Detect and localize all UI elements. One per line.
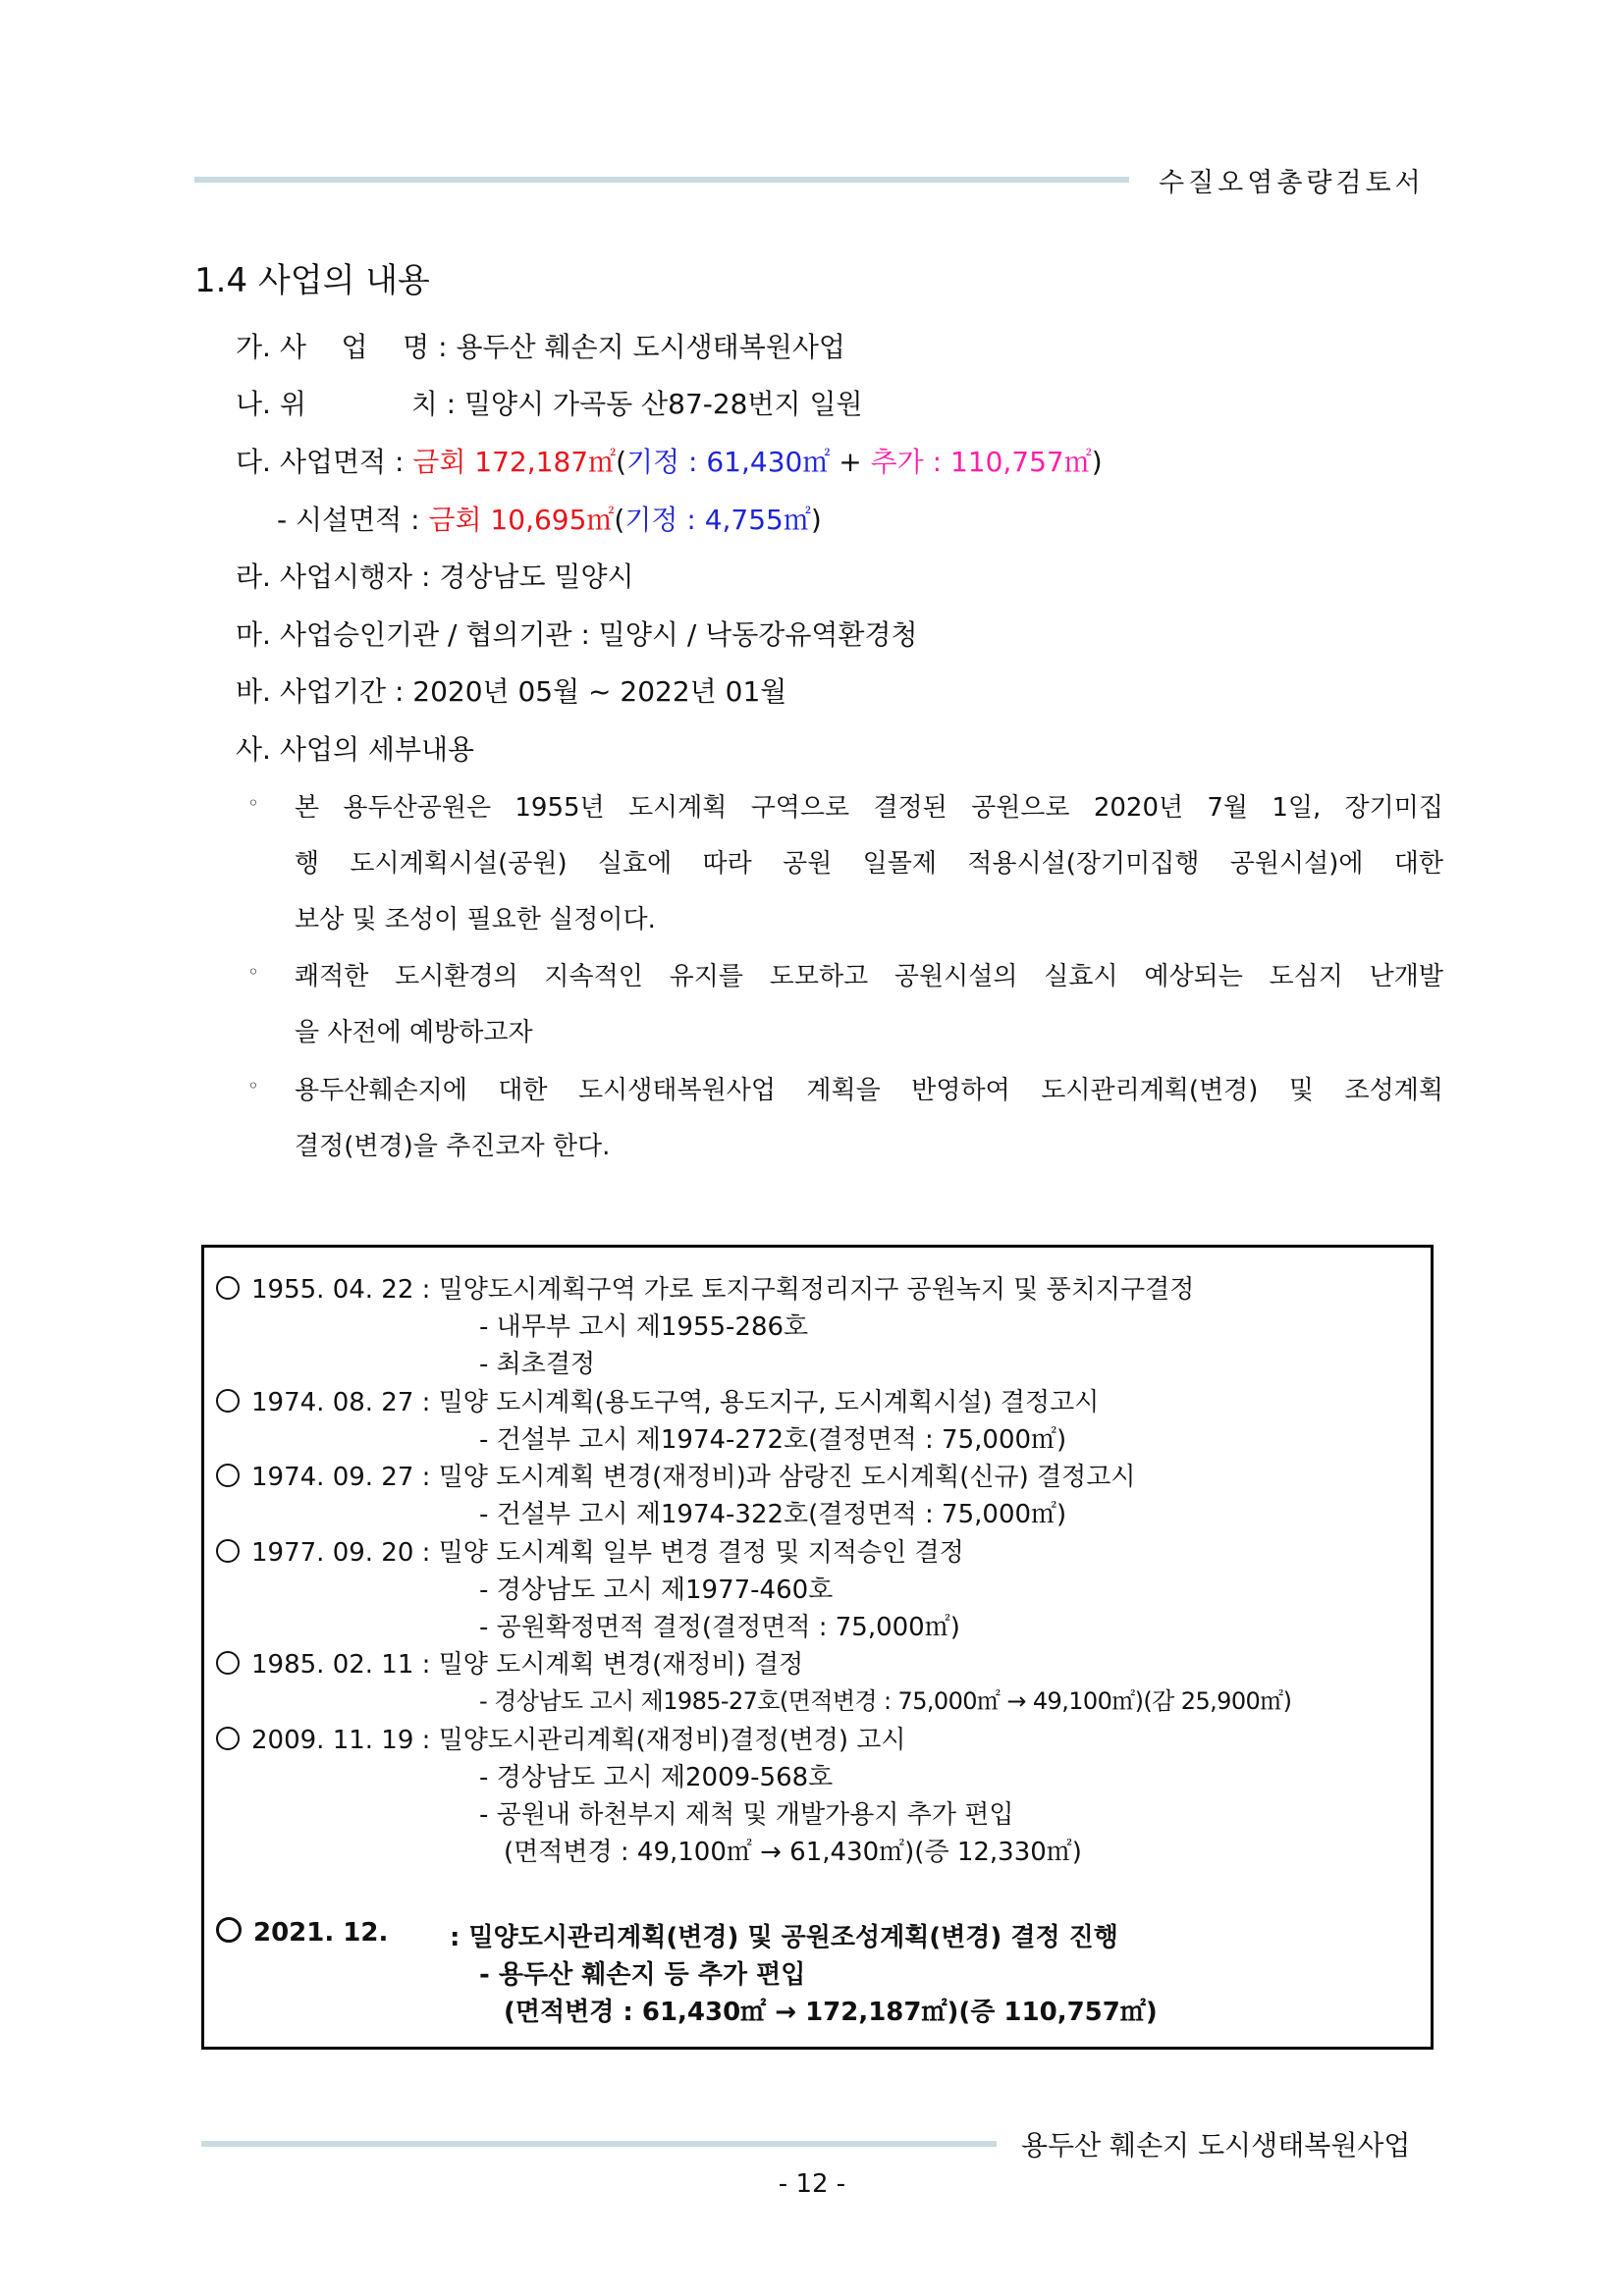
bullet: ◦ [247,960,259,984]
history-desc: 밀양 도시계획 일부 변경 결정 및 지적승인 결정 [438,1538,964,1568]
item-details-heading: 사. 사업의 세부내용 [236,733,475,766]
item-location [236,383,863,422]
item-label: - 시설면적 : [277,504,420,536]
item-label: 가. 사 업 명 : [236,331,448,363]
page-number: - 12 - [778,2169,846,2199]
paren-close: ) [810,504,822,536]
history-desc: 밀양 도시계획 변경(재정비) 결정 [438,1650,804,1680]
footer-title: 용두산 훼손지 도시생태복원사업 [1021,2129,1411,2162]
history-sub: - 경상남도 고시 제1985-27호(면적변경 : 75,000㎡ → 49,100㎡)(감 25,900㎡) [479,1687,1292,1715]
history-desc: 밀양 도시계획 변경(재정비)과 삼랑진 도시계획(신규) 결정고시 [438,1463,1136,1492]
paragraph-line: 본 용두산공원은 1955년 도시계획 구역으로 결정된 공원으로 2020년 7월 1일, 장기미집 [295,793,1443,823]
paragraph-line: 결정(변경)을 추진코자 한다. [295,1132,611,1161]
facility-existing: 기정 : 4,755㎡ [624,504,811,536]
history-desc: 밀양 도시계획(용도구역, 용도지구, 도시계획시설) 결정고시 [438,1388,1100,1417]
history-sub: - 건설부 고시 제1974-272호(결정면적 : 75,000㎡) [479,1425,1067,1455]
paragraph-line: 을 사전에 예방하고자 [295,1018,533,1047]
paren-close: ) [1091,446,1103,478]
history-desc: 밀양도시관리계획(변경) 및 공원조성계획(변경) 결정 진행 [468,1923,1118,1952]
paragraph-line: 행 도시계획시설(공원) 실효에 따라 공원 일몰제 적용시설(장기미집행 공원시설)에 대한 [295,849,1443,879]
circle-bullet-icon [216,1917,242,1943]
history-sub: (면적변경 : 49,100㎡ → 61,430㎡)(증 12,330㎡) [504,1838,1082,1867]
section-title: 1.4 사업의 내용 [194,261,430,300]
history-entry [216,1382,1099,1418]
circle-bullet-icon [216,1727,240,1750]
item-facility-area [277,499,822,538]
item-label: 나. 위 치 : [236,388,457,420]
item-label: 다. 사업면적 : [236,446,405,478]
area-added: 추가 : 110,757㎡ [870,446,1092,478]
history-date: 2009. 11. 19 : [251,1726,431,1755]
history-date: 1974. 08. 27 : [251,1388,431,1417]
header-rule [194,177,1129,183]
history-sub: - 경상남도 고시 제1977-460호 [479,1575,834,1605]
history-sub: (면적변경 : 61,430㎡ → 172,187㎡)(증 110,757㎡) [504,1998,1158,2027]
item-value: 밀양시 가곡동 산87-28번지 일원 [464,388,863,420]
history-entry [216,1644,803,1681]
paren-open: ( [614,504,625,536]
circle-bullet-icon [216,1651,240,1675]
paragraph-line: 용두산훼손지에 대한 도시생태복원사업 계획을 반영하여 도시관리계획(변경) 및 조성계획 [295,1076,1443,1105]
history-desc: 밀양도시계획구역 가로 토지구획정리지구 공원녹지 및 풍치지구결정 [438,1275,1195,1305]
header-title: 수질오염총량검토서 [1159,168,1425,198]
history-sub: - 공원내 하천부지 제척 및 개발가용지 추가 편입 [479,1800,1014,1830]
history-date: 1955. 04. 22 : [251,1275,431,1305]
item-operator: 라. 사업시행자 : 경상남도 밀양시 [236,561,634,593]
history-colon: : [450,1923,460,1952]
history-desc-current [450,1917,1118,1953]
item-business-name [236,326,845,365]
facility-total: 금회 10,695㎡ [428,504,615,536]
history-sub: - 경상남도 고시 제2009-568호 [479,1763,834,1792]
item-value: 용두산 훼손지 도시생태복원사업 [456,331,845,363]
bullet: ◦ [247,1074,259,1097]
paragraph-line: 쾌적한 도시환경의 지속적인 유지를 도모하고 공원시설의 실효시 예상되는 도심지 난개발 [295,962,1443,991]
circle-bullet-icon [216,1539,240,1563]
paragraph-line: 보상 및 조성이 필요한 실정이다. [295,905,656,934]
plus-sign: + [830,446,871,478]
history-sub: - 건설부 고시 제1974-322호(결정면적 : 75,000㎡) [479,1500,1067,1529]
circle-bullet-icon [216,1276,240,1300]
history-entry [216,1532,964,1569]
footer-rule [201,2141,997,2147]
bullet: ◦ [247,791,259,815]
history-sub: - 공원확정면적 결정(결정면적 : 75,000㎡) [479,1613,960,1642]
item-approval-agency: 마. 사업승인기관 / 협의기관 : 밀양시 / 낙동강유역환경청 [236,618,918,651]
history-sub: - 내무부 고시 제1955-286호 [479,1312,809,1342]
history-box [201,1245,1434,2050]
circle-bullet-icon [216,1464,240,1487]
history-sub: - 용두산 훼손지 등 추가 편입 [479,1960,806,1990]
area-total: 금회 172,187㎡ [412,446,617,478]
circle-bullet-icon [216,1389,240,1413]
history-sub: - 최초결정 [479,1350,596,1379]
item-period: 바. 사업기간 : 2020년 05월 ~ 2022년 01월 [236,675,787,708]
history-entry-current [216,1917,388,1948]
history-date: 1974. 09. 27 : [251,1463,431,1492]
history-date: 2021. 12. [253,1918,389,1948]
paren-open: ( [616,446,627,478]
history-date: 1977. 09. 20 : [251,1538,431,1568]
history-entry [216,1457,1136,1493]
history-date: 1985. 02. 11 : [251,1650,431,1680]
history-entry [216,1720,906,1756]
history-entry [216,1269,1194,1306]
area-existing: 기정 : 61,430㎡ [626,446,831,478]
history-desc: 밀양도시관리계획(재정비)결정(변경) 고시 [438,1726,906,1755]
item-business-area [236,441,1103,480]
